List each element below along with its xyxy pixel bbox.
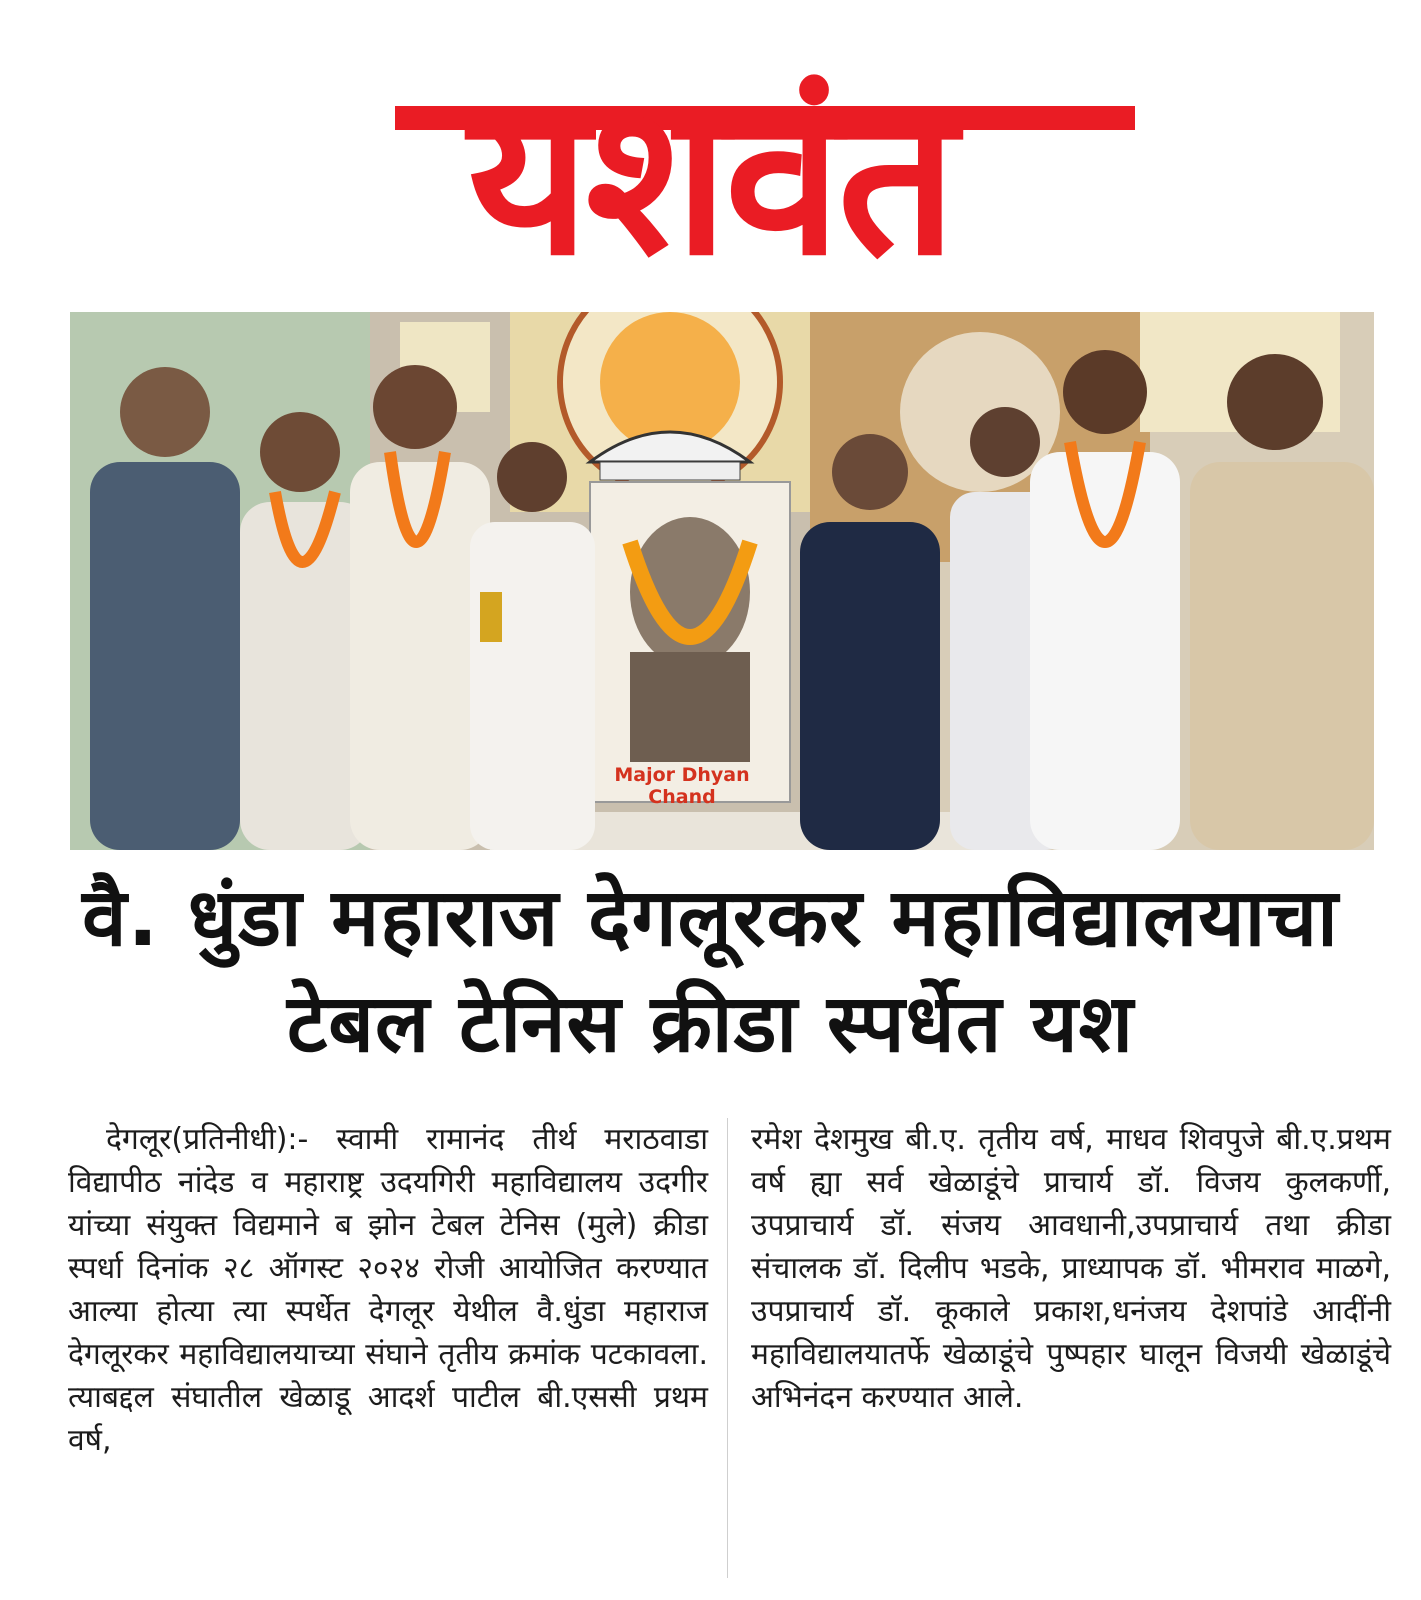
news-photo	[70, 312, 1374, 850]
masthead	[0, 0, 1421, 300]
article-column-right: रमेश देशमुख बी.ए. तृतीय वर्ष, माधव शिवपुजे बी.ए.प्रथम वर्ष ह्या सर्व खेळाडूंचे प्राचार्य डॉ. विजय कुलकर्णी, उपप्राचार्य डॉ. संजय आवधानी,उपप्राचार्य तथा क्रीडा संचालक डॉ. दिलीप भडके, प्राध्यापक डॉ. भीमराव माळगे, उपप्राचार्य डॉ. कूकाले प्रकाश,धनंजय देशपांडे आदींनी महाविद्यालयातर्फे खेळाडूंचे पुष्पहार घालून विजयी खेळाडूंचे अभिनंदन करण्यात आले.	[751, 1122, 1391, 1415]
headline-line-2: टेबल टेनिस क्रीडा स्पर्धेत यश	[286, 977, 1134, 1070]
headline-line-1: वै. धुंडा महाराज देगलूरकर महाविद्यालयाचा	[82, 871, 1339, 964]
article-column-left: देगलूर(प्रतिनीधी):- स्वामी रामानंद तीर्थ मराठवाडा विद्यापीठ नांदेड व महाराष्ट्र उदयगिरी महाविद्यालय उदगीर यांच्या संयुक्त विद्यमाने ब झोन टेबल टेनिस (मुले) क्रीडा स्पर्धा दिनांक २८ ऑगस्ट २०२४ रोजी आयोजित करण्यात आल्या होत्या त्या स्पर्धेत देगलूर येथील वै.धुंडा महाराज देगलूरकर महाविद्यालयाच्या संघाने तृतीय क्रमांक पटकावला. त्याबद्दल संघातील खेळाडू आदर्श पाटील बी.एससी प्रथम वर्ष,	[68, 1122, 708, 1458]
headline	[0, 868, 1421, 1074]
newspaper-title: यशवंत	[467, 57, 954, 302]
column-divider	[727, 1118, 728, 1578]
poster-caption: Major Dhyan Chand	[614, 764, 750, 808]
